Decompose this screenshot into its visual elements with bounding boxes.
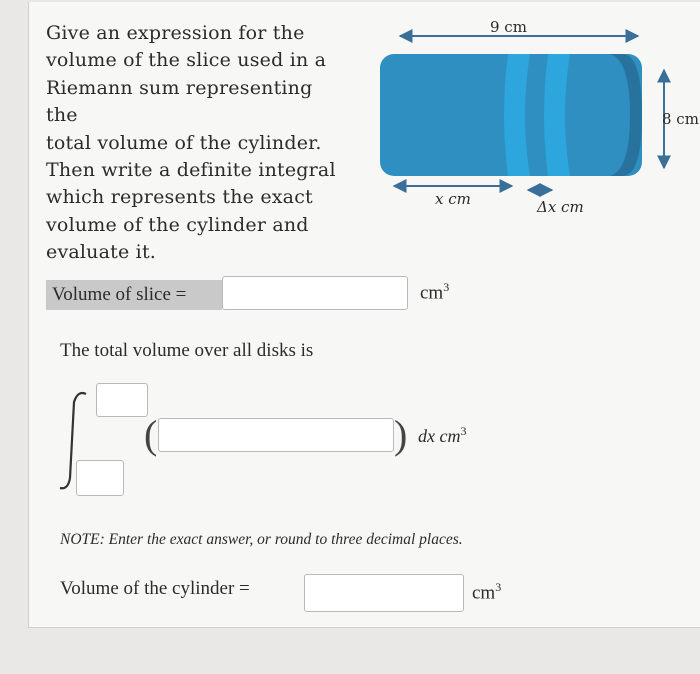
slice-label: Volume of slice = bbox=[46, 280, 222, 310]
cylinder-unit-base: cm bbox=[472, 582, 496, 604]
cylinder-unit-exp: 3 bbox=[495, 580, 502, 594]
slice-unit-base: cm bbox=[420, 282, 444, 304]
integrand-input[interactable] bbox=[158, 418, 394, 452]
cylinder-unit bbox=[472, 580, 501, 604]
length-label: 9 cm bbox=[490, 18, 527, 36]
dx-label: Δx cm bbox=[537, 198, 584, 216]
lower-limit-input[interactable] bbox=[76, 460, 124, 496]
dx-text: dx cm bbox=[418, 426, 461, 446]
slice-unit-exp: 3 bbox=[443, 280, 450, 294]
problem-prompt: Give an expression for the volume of the slice used in a Riemann sum representing the total volume of the cylinder. Then write a definite integral which represents the exact volume of the cylinder and evaluate it. bbox=[46, 22, 336, 264]
cylinder-diagram bbox=[380, 10, 700, 230]
dx-unit-exp: 3 bbox=[460, 424, 467, 438]
cylinder-volume-input[interactable] bbox=[304, 574, 464, 612]
upper-limit-input[interactable] bbox=[96, 383, 148, 417]
dx-unit bbox=[418, 424, 466, 447]
integral-intro: The total volume over all disks is bbox=[60, 340, 314, 361]
diameter-label: 8 cm bbox=[662, 110, 699, 128]
slice-unit bbox=[420, 280, 449, 304]
cylinder-volume-label: Volume of the cylinder = bbox=[60, 578, 250, 599]
x-label: x cm bbox=[435, 190, 471, 208]
left-paren: ( bbox=[144, 412, 158, 457]
cylinder-figure bbox=[380, 10, 700, 230]
right-paren: ) bbox=[394, 412, 408, 457]
note-text: NOTE: Enter the exact answer, or round to three decimal places. bbox=[60, 531, 463, 548]
slice-volume-input[interactable] bbox=[222, 276, 408, 310]
